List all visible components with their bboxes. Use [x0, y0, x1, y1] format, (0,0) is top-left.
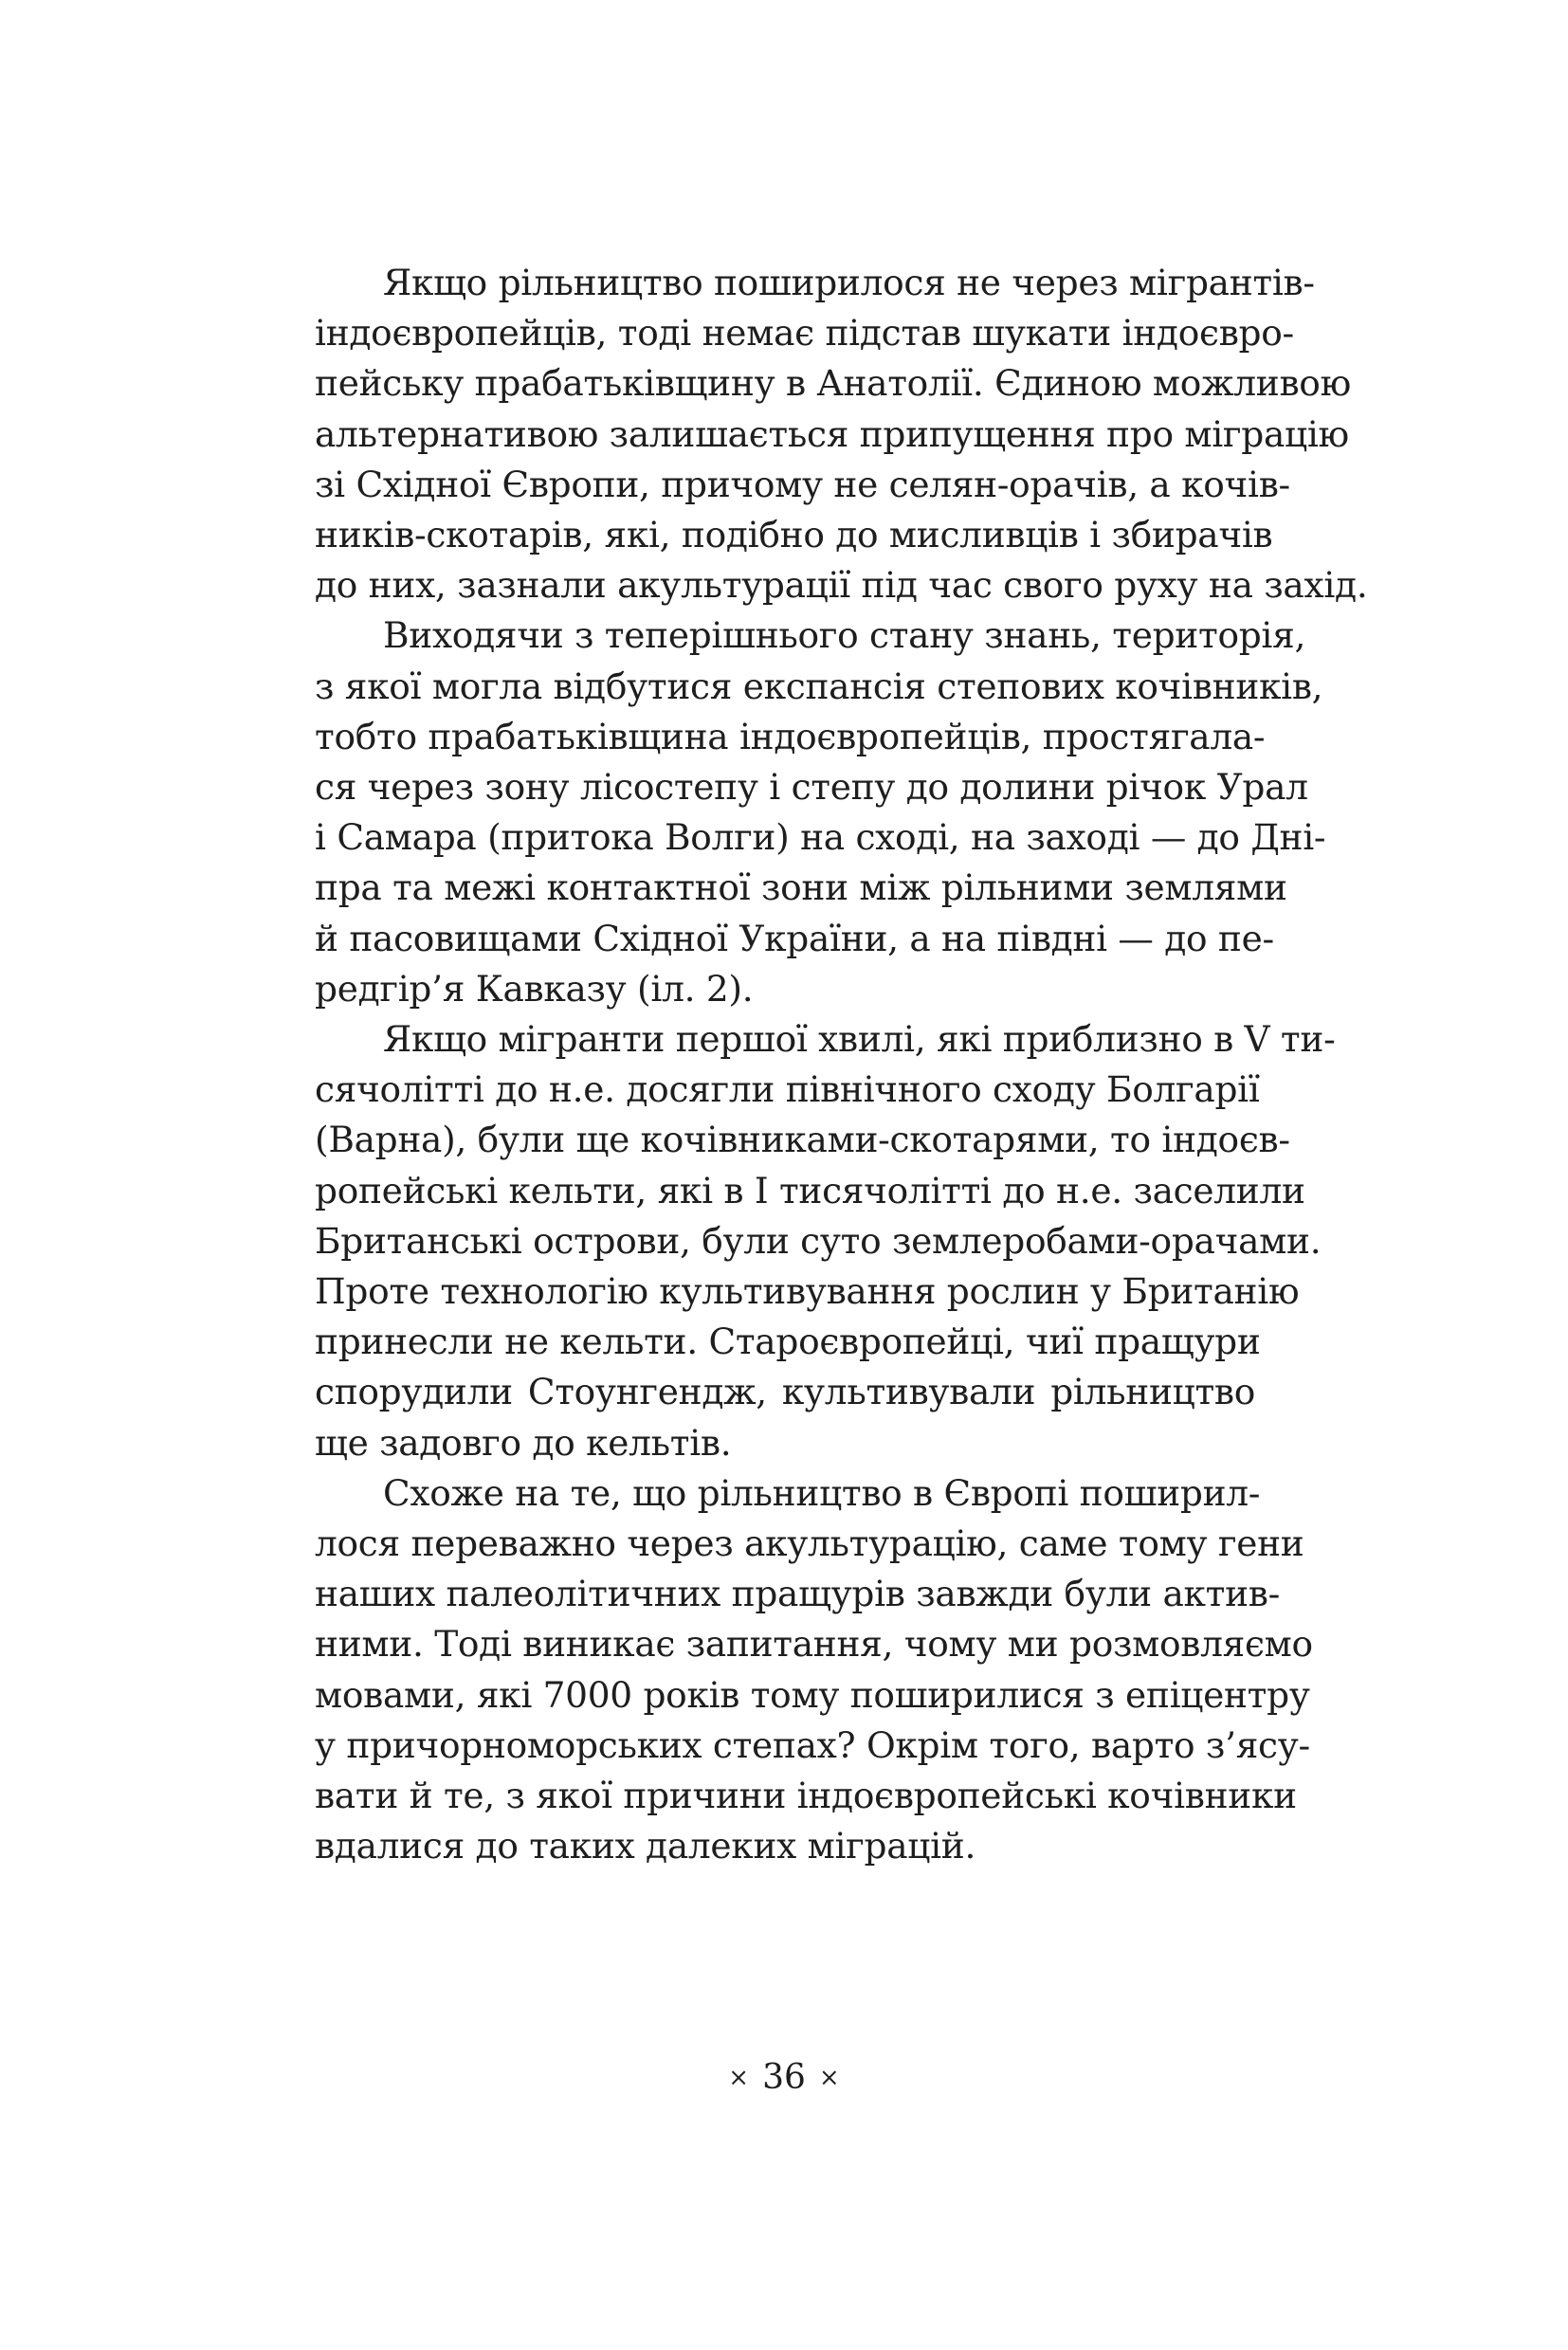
text-line: до них, зазнали акультурації під час свого руху на захід.: [315, 564, 1368, 607]
text-line: ся через зону лісостепу і степу до долини річок Урал: [315, 766, 1308, 809]
text-line: наших палеолітичних пращурів завжди були актив-: [315, 1573, 1280, 1615]
paragraph-1: [315, 258, 1368, 610]
text-line: вдалися до таких далеких міграцій.: [315, 1825, 976, 1867]
text-line: й пасовищами Східної України, а на півдні — до пе-: [315, 917, 1274, 959]
text-line: тобто прабатьківщина індоєвропейців, простягала-: [315, 715, 1266, 757]
page-number-footer: [0, 2057, 1568, 2099]
text-line: з якої могла відбутися експансія степових кочівників,: [315, 665, 1323, 707]
paragraph-3: [315, 1014, 1336, 1468]
text-line: зі Східної Європи, причому не селян-орачів, а кочів-: [315, 463, 1290, 505]
text-line: Якщо рільництво поширилося не через мігрантів-: [383, 262, 1315, 303]
text-line: пра та межі контактної зони між рільними землями: [315, 866, 1287, 909]
text-line: ними. Тоді виникає запитання, чому ми розмовляємо: [315, 1623, 1313, 1666]
text-line: (Варна), були ще кочівниками-скотарями, то індоєв-: [315, 1119, 1290, 1161]
paragraph-4: [315, 1468, 1313, 1872]
body-text: [315, 258, 1368, 1872]
text-line: Британські острови, були суто землеробами-орачами.: [315, 1219, 1322, 1262]
text-line: пейську прабатьківщину в Анатолії. Єдиною можливою: [315, 362, 1351, 405]
paragraph-2: [315, 610, 1326, 1014]
text-line: вати й те, з якої причини індоєвропейські кочівники: [315, 1775, 1297, 1817]
text-line: принесли не кельти. Староєвропейці, чиї пращури: [315, 1321, 1261, 1363]
text-line: спорудили Стоунгендж, культивували рільництво: [315, 1371, 1255, 1413]
text-line: сячолітті до н.е. досягли північного сходу Болгарії: [315, 1068, 1260, 1111]
text-line: у причорноморських степах? Окрім того, варто з’ясу-: [315, 1723, 1310, 1766]
text-line: індоєвропейців, тоді немає підстав шукати індоєвро-: [315, 312, 1294, 355]
text-line: ще задовго до кельтів.: [315, 1421, 732, 1464]
text-line: Якщо мігранти першої хвилі, які приблизно в V ти-: [383, 1018, 1336, 1061]
text-line: редгір’я Кавказу (іл. 2).: [315, 967, 754, 1010]
text-line: мовами, які 7000 років тому поширилися з епіцентру: [315, 1673, 1310, 1716]
text-line: Схоже на те, що рільництво в Європі поширил-: [383, 1471, 1261, 1514]
text-line: і Самара (притока Волги) на сході, на заході — до Дні-: [315, 816, 1326, 859]
page-number: 36: [762, 2058, 806, 2097]
text-line: альтернативою залишається припущення про міграцію: [315, 412, 1349, 455]
text-line: лося переважно через акультурацію, саме тому гени: [315, 1522, 1304, 1565]
text-line: Проте технологію культивування рослин у Британію: [315, 1270, 1300, 1313]
text-line: ників-скотарів, які, подібно до мисливців і збирачів: [315, 514, 1273, 556]
text-line: ропейські кельти, які в I тисячолітті до н.е. заселили: [315, 1169, 1305, 1211]
text-line: Виходячи з теперішнього стану знань, територія,: [383, 614, 1306, 657]
folio-ornament-right: ×: [818, 2064, 840, 2092]
folio-ornament-left: ×: [728, 2064, 750, 2092]
